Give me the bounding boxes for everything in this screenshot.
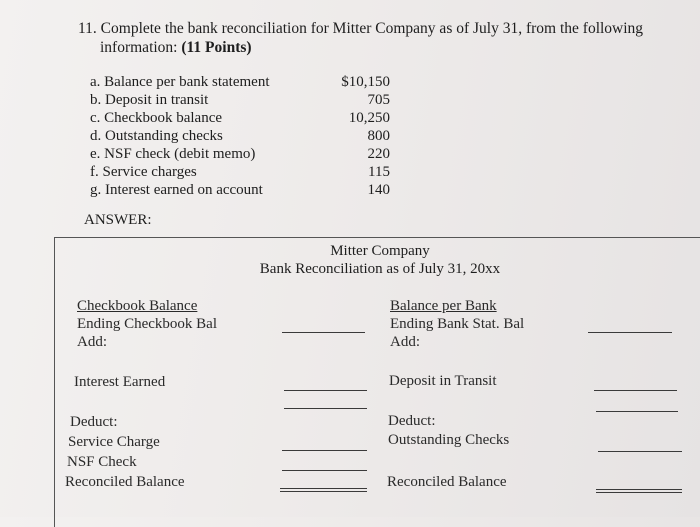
service-charge-answer-line[interactable] (282, 450, 367, 451)
info-label-f: f. Service charges (90, 164, 197, 180)
info-label-g: g. Interest earned on account (90, 182, 263, 198)
form-company: Mitter Company (330, 243, 430, 259)
info-value-c: 10,250 (348, 110, 390, 126)
outstanding-checks-label: Outstanding Checks (388, 432, 510, 448)
answer-label: ANSWER: (84, 212, 152, 228)
info-value-b: 705 (367, 92, 390, 108)
info-value-f: 115 (368, 164, 390, 180)
right-reconciled-label: Reconciled Balance (387, 474, 507, 490)
left-add-label: Add: (77, 334, 107, 350)
ending-bank-answer-line[interactable] (588, 332, 672, 333)
ending-bank-label: Ending Bank Stat. Bal (390, 316, 525, 332)
deposit-in-transit-label: Deposit in Transit (389, 373, 497, 389)
service-charge-label: Service Charge (68, 434, 160, 450)
info-value-d: 800 (367, 128, 390, 144)
question-points: (11 Points) (181, 39, 252, 56)
info-label-b: b. Deposit in transit (90, 92, 209, 108)
info-label-e: e. NSF check (debit memo) (90, 146, 256, 162)
question-subtitle-text: information: (100, 39, 178, 56)
right-add-label: Add: (390, 334, 420, 350)
info-value-g: 140 (367, 182, 390, 198)
info-value-a: $10,150 (341, 74, 390, 90)
right-reconciled-answer-line[interactable] (596, 489, 682, 493)
left-reconciled-label: Reconciled Balance (65, 474, 185, 490)
interest-earned-answer-line[interactable] (284, 390, 367, 391)
left-reconciled-answer-line[interactable] (280, 488, 367, 492)
ending-checkbook-label: Ending Checkbook Bal (77, 316, 217, 332)
balance-per-bank-heading: Balance per Bank (390, 298, 497, 314)
question-subtitle (100, 38, 252, 57)
right-deduct-label: Deduct: (388, 413, 436, 429)
deposit-in-transit-answer-line[interactable] (594, 390, 677, 391)
left-subtotal-line[interactable] (284, 408, 367, 409)
checkbook-balance-heading: Checkbook Balance (77, 298, 198, 314)
info-label-c: c. Checkbook balance (90, 110, 223, 126)
right-subtotal-line[interactable] (596, 411, 678, 412)
outstanding-checks-answer-line[interactable] (598, 451, 682, 452)
nsf-check-label: NSF Check (67, 454, 137, 470)
question-title: 11. Complete the bank reconciliation for Mitter Company as of July 31, from the following (78, 20, 644, 37)
ending-checkbook-answer-line[interactable] (282, 332, 365, 333)
interest-earned-label: Interest Earned (74, 374, 166, 390)
form-heading: Bank Reconciliation as of July 31, 20xx (259, 261, 501, 277)
info-value-e: 220 (367, 146, 390, 162)
left-deduct-label: Deduct: (70, 414, 118, 430)
info-label-d: d. Outstanding checks (90, 128, 223, 144)
nsf-check-answer-line[interactable] (282, 470, 367, 471)
info-label-a: a. Balance per bank statement (90, 74, 270, 90)
